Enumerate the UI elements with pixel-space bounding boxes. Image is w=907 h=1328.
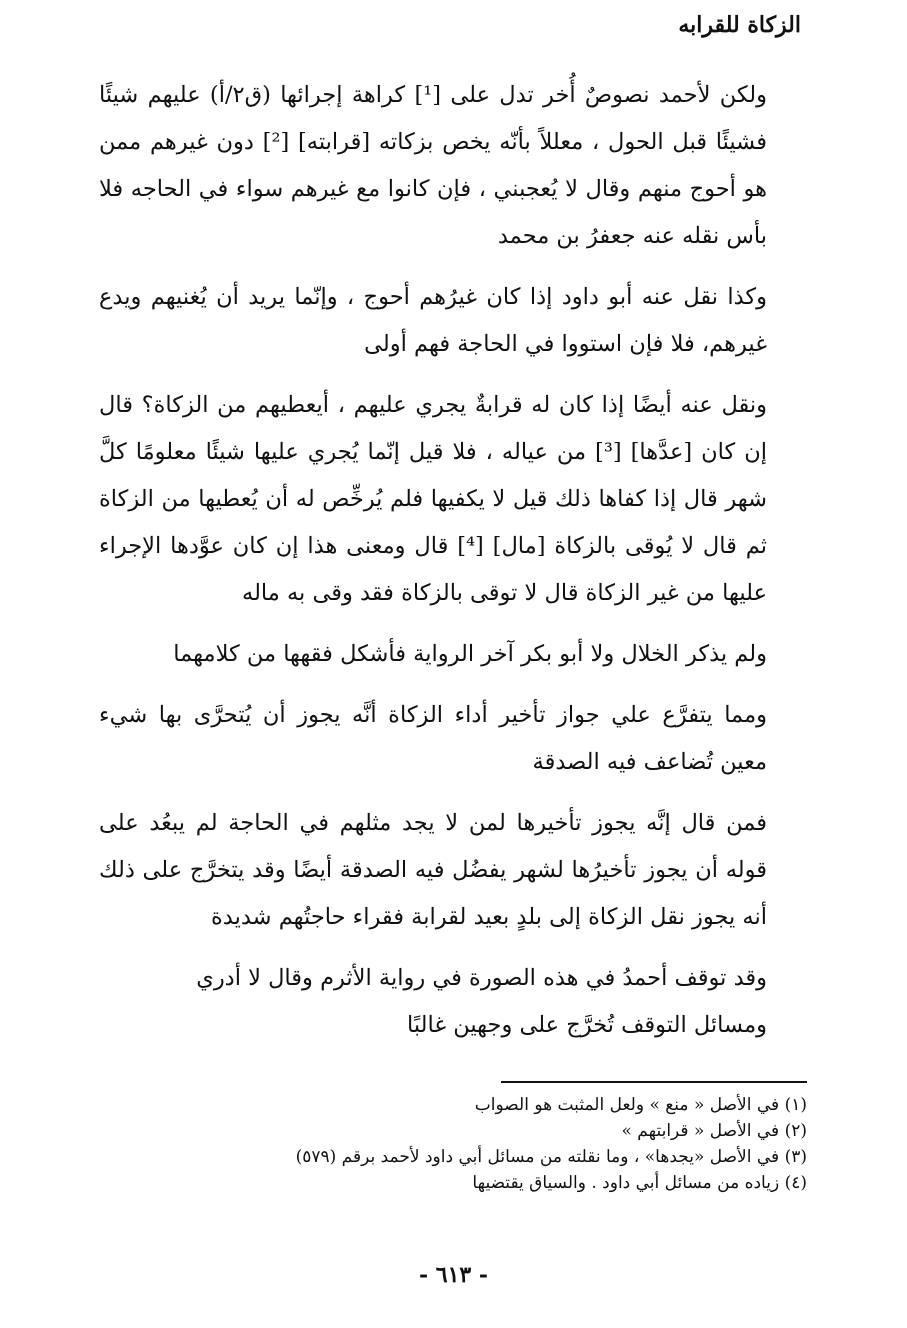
- body-text: [99, 72, 807, 1049]
- paragraph-3: ونقل عنه أيضًا إذا كان له قرابةٌ يجري عليهم ، أيعطيهم من الزكاة؟ قال إن كان [عدَّها] [³] من عياله ، فلا قيل إنّما يُجري عليها شيئًا معلومًا كلَّ شهر قال إذا كفاها ذلك قيل لا يكفيها فلم يُرخِّص له أن يُعطيها من الزكاة ثم قال لا يُوقى بالزكاة [مال] [⁴] قال ومعنى هذا إن كان عوَّدها الإجراء عليها من غير الزكاة قال لا توقى بالزكاة فقد وقى به ماله: [99, 392, 768, 606]
- footnote-1: (١) في الأصل « منع » ولعل المثبت هو الصواب: [474, 1095, 807, 1115]
- footnote-rule: [501, 1081, 807, 1083]
- footnote-2: (٢) في الأصل « قرابتهم »: [621, 1121, 807, 1141]
- paragraph-1: ولكن لأحمد نصوصٌ أُخر تدل على [¹] كراهة إجرائها (ق٢/أ) عليهم شيئًا فشيئًا قبل الحول ، معللاً بأنّه يخص بزكاته [قرابته] [²] دون غيرهم ممن هو أحوج منهم وقال لا يُعجبني ، فإن كانوا مع غيرهم سواء في الحاجه فلا بأس نقله عنه جعفرُ بن محمد: [99, 82, 768, 249]
- footnote-3: (٣) في الأصل «يجدها» ، وما نقلته من مسائل أبي داود لأحمد برقم (٥٧٩): [295, 1147, 807, 1167]
- footnote-4: (٤) زياده من مسائل أبي داود . والسياق يقتضيها: [472, 1173, 807, 1193]
- paragraph-5: ومما يتفرَّع علي جواز تأخير أداء الزكاة أنَّه يجوز أن يُتحرَّى بها شيء معين تُضاعف فيه الصدقة: [99, 702, 767, 775]
- running-head: الزكاة للقرابه: [678, 12, 801, 38]
- paragraph-6: فمن قال إنَّه يجوز تأخيرها لمن لا يجد مثلهم في الحاجة لم يبعُد على قوله أن يجوز تأخيرُها لشهر يفضُل فيه الصدقة أيضًا وقد يتخرَّج على ذلك أنه يجوز نقل الزكاة إلى بلدٍ بعيد لقرابة فقراء حاجتُهم شديدة: [99, 810, 767, 930]
- paragraph-2: وكذا نقل عنه أبو داود إذا كان غيرُهم أحوج ، وإنّما يريد أن يُغنيهم ويدع غيرهم، فلا فإن استووا في الحاجة فهم أولى: [99, 284, 767, 357]
- footnotes: [99, 1092, 807, 1196]
- paragraph-4: ولم يذكر الخلال ولا أبو بكر آخر الرواية فأشكل فقهها من كلامهما: [173, 641, 767, 667]
- paragraph-8: ومسائل التوقف تُخرَّج على وجهين غالبًا: [406, 1012, 767, 1038]
- paragraph-7: وقد توقف أحمدُ في هذه الصورة في رواية الأثرم وقال لا أدري: [196, 965, 767, 991]
- page-number: - ٦١٣ -: [418, 1262, 489, 1288]
